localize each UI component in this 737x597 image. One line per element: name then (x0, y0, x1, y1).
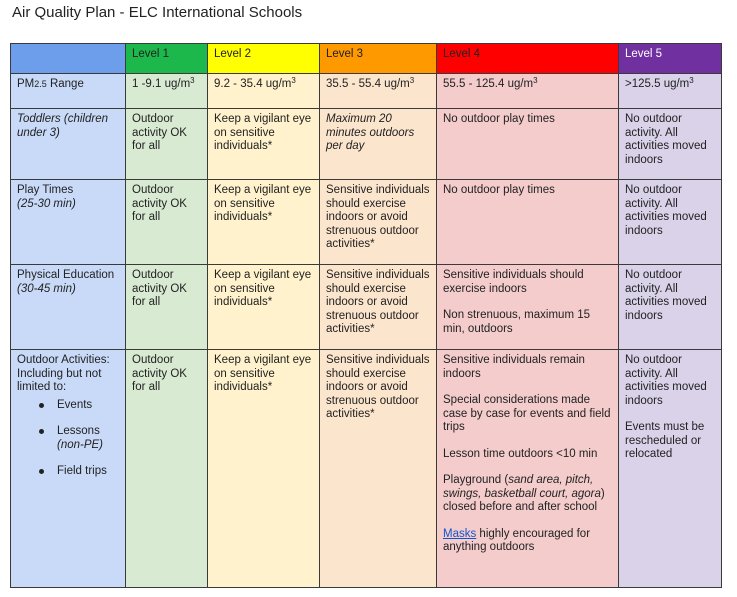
pe-level-4-indoors: Sensitive individuals should exercise indoors (443, 269, 584, 295)
toddlers-level-4: No outdoor play times (437, 109, 619, 180)
pe-level-5: No outdoor activity. All activities moved indoors (619, 265, 722, 350)
toddlers-level-3: Maximum 20 minutes outdoors per day (320, 109, 437, 180)
list-item-field-trips: Field trips (17, 465, 119, 479)
playtimes-level-2: Keep a vigilant eye on sensitive individuals* (208, 180, 320, 265)
toddlers-level-5: No outdoor activity. All activities moved indoors (619, 109, 722, 180)
outdoor-level-4-playground: Playground (sand area, pitch, swings, basketball court, agora) closed before and after school (443, 474, 605, 513)
document-title: Air Quality Plan - ELC International Schools (12, 4, 303, 21)
pe-level-4 (437, 265, 619, 350)
toddlers-level-2: Keep a vigilant eye on sensitive individuals* (208, 109, 320, 180)
outdoor-activities-level-2: Keep a vigilant eye on sensitive individuals* (208, 350, 320, 588)
outdoor-level-4-indoors: Sensitive individuals remain indoors (443, 354, 585, 380)
header-level-4: Level 4 (437, 44, 619, 74)
header-level-3: Level 3 (320, 44, 437, 74)
pm25-range-level-3: 35.5 - 55.4 $ug/m^3$ (320, 74, 437, 109)
toddlers-label: Toddlers (children under 3) (11, 109, 126, 180)
header-corner-cell (11, 44, 126, 74)
playtimes-label (11, 180, 126, 265)
playtimes-level-1: Outdoor activity OK for all (126, 180, 208, 265)
pe-label-duration: (30-45 min) (17, 282, 76, 295)
playtimes-row (11, 180, 722, 265)
pm25-range-level-4: 55.5 - 125.4 $ug/m^3$ (437, 74, 619, 109)
outdoor-level-5-indoors: No outdoor activity. All activities moved indoors (625, 354, 707, 407)
pe-label-main: Physical Education (17, 269, 115, 281)
pm25-range-label: PM2.5 Range (11, 74, 126, 109)
list-item-lessons: Lessons (non-PE) (17, 425, 119, 452)
pm25-range-row (11, 74, 722, 109)
header-level-2: Level 2 (208, 44, 320, 74)
outdoor-activities-label (11, 350, 126, 588)
air-quality-table (10, 43, 722, 588)
pm25-range-level-5: >125.5 $ug/m^3$ (619, 74, 722, 109)
pm25-range-level-1: 1 -9.1 $ug/m^3$ (126, 74, 208, 109)
outdoor-level-4-masks: Masks highly encouraged for anything outdoors (443, 527, 591, 553)
outdoor-activities-row (11, 350, 722, 588)
playtimes-label-duration: (25-30 min) (17, 197, 76, 210)
playtimes-label-main: Play Times (17, 184, 74, 196)
pe-level-3: Sensitive individuals should exercise indoors or avoid strenuous outdoor activities* (320, 265, 437, 350)
outdoor-level-4-special: Special considerations made case by case for events and field trips (443, 394, 611, 433)
pm25-range-level-2: 9.2 - 35.4 $ug/m^3$ (208, 74, 320, 109)
toddlers-row (11, 109, 722, 180)
pe-row (11, 265, 722, 350)
outdoor-activities-level-3: Sensitive individuals should exercise indoors or avoid strenuous outdoor activities* (320, 350, 437, 588)
outdoor-level-4-lesson-time: Lesson time outdoors <10 min (443, 447, 598, 460)
outdoor-activities-title: Outdoor Activities: Including but not limited to: (17, 354, 110, 393)
outdoor-level-5-events: Events must be rescheduled or relocated (625, 421, 705, 460)
header-level-5: Level 5 (619, 44, 722, 74)
pe-level-4-nonstrenuous: Non strenuous, maximum 15 min, outdoors (443, 309, 591, 335)
pe-level-1: Outdoor activity OK for all (126, 265, 208, 350)
pe-label (11, 265, 126, 350)
list-item-events: Events (17, 399, 119, 413)
pe-level-2: Keep a vigilant eye on sensitive individuals* (208, 265, 320, 350)
masks-link[interactable]: Masks (443, 527, 477, 540)
header-level-1: Level 1 (126, 44, 208, 74)
outdoor-activities-list (17, 399, 119, 479)
playtimes-level-4: No outdoor play times (437, 180, 619, 265)
outdoor-activities-level-5 (619, 350, 722, 588)
header-row (11, 44, 722, 74)
playtimes-level-3: Sensitive individuals should exercise indoors or avoid strenuous outdoor activities* (320, 180, 437, 265)
toddlers-level-1: Outdoor activity OK for all (126, 109, 208, 180)
outdoor-activities-level-4 (437, 350, 619, 588)
outdoor-activities-level-1: Outdoor activity OK for all (126, 350, 208, 588)
playtimes-level-5: No outdoor activity. All activities moved indoors (619, 180, 722, 265)
